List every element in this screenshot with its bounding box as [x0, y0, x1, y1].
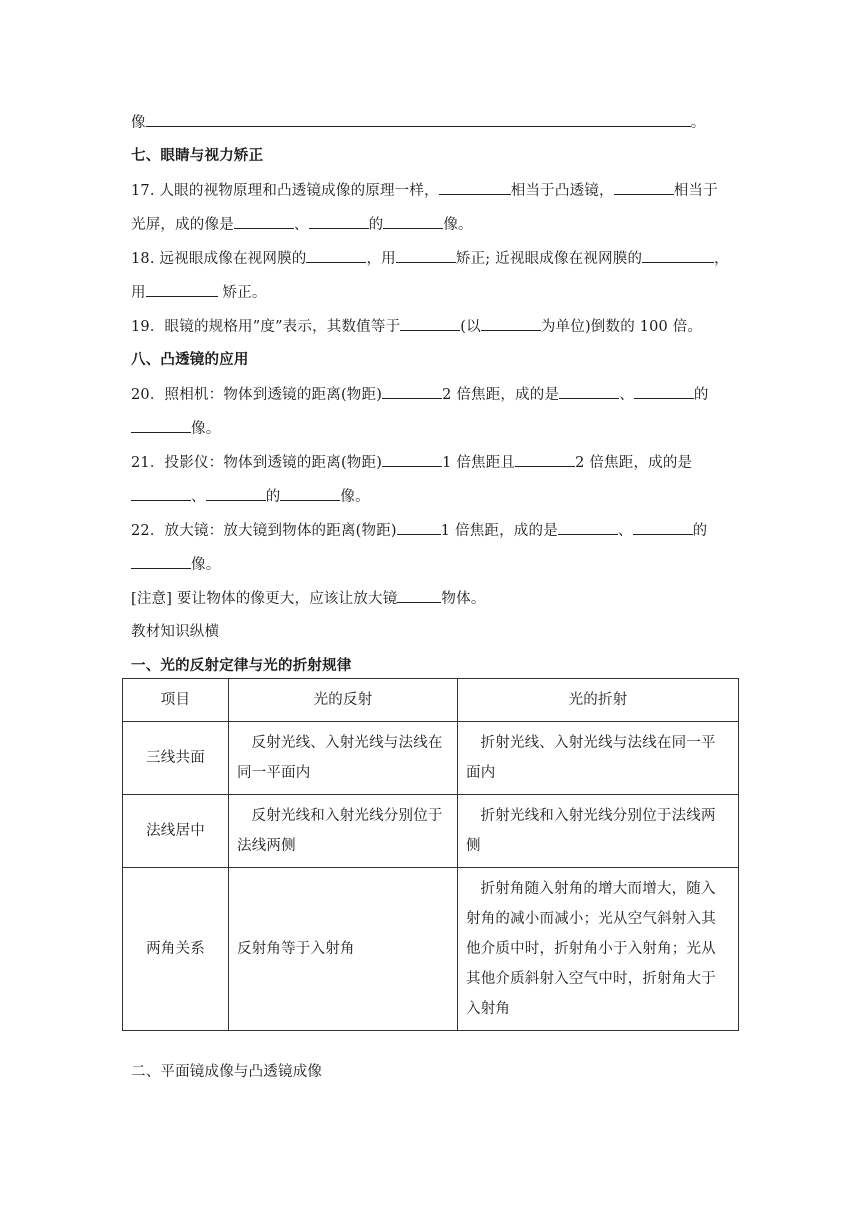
blank — [633, 520, 693, 535]
question-22-line-1 — [131, 520, 731, 541]
blank — [306, 248, 366, 263]
blank — [382, 452, 442, 467]
comparison-table — [122, 678, 739, 1031]
table-row — [123, 722, 739, 795]
blank — [481, 316, 541, 331]
blank — [634, 384, 694, 399]
blank — [309, 214, 369, 229]
text: 18. 远视眼成像在视网膜的 — [131, 251, 307, 267]
blank — [614, 180, 674, 195]
blank — [234, 214, 294, 229]
table-header-row — [123, 679, 739, 722]
blank — [131, 486, 191, 501]
text: 、 — [619, 387, 634, 403]
text: 20．照相机：物体到透镜的距离(物距) — [131, 387, 383, 403]
blank — [558, 520, 618, 535]
blank — [439, 180, 511, 195]
section-heading-7: 七、眼睛与视力矫正 — [131, 147, 264, 164]
text: 。 — [690, 115, 706, 131]
question-18-line-2 — [131, 282, 731, 303]
text: 、 — [617, 523, 633, 539]
question-19 — [131, 316, 731, 337]
text: 光屏，成的像是 — [131, 217, 234, 233]
text: 2 倍焦距，成的是 — [442, 387, 560, 403]
text: 1 倍焦距，成的是 — [440, 523, 558, 539]
text: 2 倍焦距，成的是 — [575, 455, 693, 471]
text: 像。 — [340, 489, 370, 505]
text: ， — [714, 251, 729, 267]
text: 像。 — [443, 217, 473, 233]
question-21-line-2 — [131, 486, 731, 507]
table-cell: 反射角等于入射角 — [229, 868, 458, 1031]
text: 19．眼镜的规格用”度”表示，其数值等于 — [131, 319, 401, 335]
table-cell: 折射光线和入射光线分别位于法线两侧 — [458, 795, 739, 868]
table-row — [123, 868, 739, 1031]
text: 、 — [191, 489, 206, 505]
text: 矫正; 近视眼成像在视网膜的 — [455, 251, 643, 267]
text: ，用 — [366, 251, 396, 267]
table-cell: 反射光线和入射光线分别位于法线两侧 — [229, 795, 458, 868]
blank — [642, 248, 714, 263]
table-header: 光的反射 — [229, 679, 458, 722]
blank — [397, 588, 441, 603]
text: 17. 人眼的视物原理和凸透镜成像的原理一样， — [131, 183, 439, 199]
blank — [397, 520, 441, 535]
blank — [206, 486, 266, 501]
text: 用 — [131, 285, 146, 301]
blank — [382, 384, 442, 399]
blank — [280, 486, 340, 501]
blank — [146, 282, 218, 297]
text: 的 — [693, 387, 709, 403]
table-cell: 折射光线、入射光线与法线在同一平面内 — [458, 722, 739, 795]
text: [注意] 要让物体的像更大，应该让放大镜 — [131, 591, 398, 607]
table-row — [123, 795, 739, 868]
blank — [383, 214, 443, 229]
blank — [515, 452, 575, 467]
section-heading-8: 八、凸透镜的应用 — [131, 351, 249, 368]
text: 的 — [265, 489, 281, 505]
text: 1 倍焦距且 — [442, 455, 516, 471]
question-18-line-1 — [131, 248, 731, 269]
continued-line — [131, 112, 731, 133]
question-20-line-1 — [131, 384, 731, 405]
text: 像。 — [191, 421, 221, 437]
text: 像。 — [191, 557, 221, 573]
text: 、 — [293, 217, 309, 233]
text: 的 — [692, 523, 708, 539]
table-cell: 三线共面 — [123, 722, 229, 795]
question-22-line-2 — [131, 554, 731, 575]
blank — [146, 112, 691, 127]
blank — [396, 248, 456, 263]
table-cell: 反射光线、入射光线与法线在同一平面内 — [229, 722, 458, 795]
text: 矫正。 — [217, 285, 267, 301]
question-17-line-2 — [131, 214, 731, 235]
text: 为单位)倒数的 100 倍。 — [540, 319, 703, 335]
note-line — [131, 588, 731, 609]
table-cell: 法线居中 — [123, 795, 229, 868]
section-heading-1: 一、光的反射定律与光的折射规律 — [131, 657, 352, 674]
text: 相当于凸透镜， — [510, 183, 614, 199]
table-header: 光的折射 — [458, 679, 739, 722]
textbook-heading: 教材知识纵横 — [131, 624, 220, 640]
text: 22．放大镜：放大镜到物体的距离(物距) — [131, 523, 397, 539]
question-20-line-2 — [131, 418, 731, 439]
blank — [559, 384, 619, 399]
blank — [131, 418, 191, 433]
text: 相当于 — [673, 183, 718, 199]
blank — [400, 316, 460, 331]
question-21-line-1 — [131, 452, 731, 473]
text: 的 — [368, 217, 384, 233]
text: 21．投影仪：物体到透镜的距离(物距) — [131, 455, 383, 471]
table-header: 项目 — [123, 679, 229, 722]
text: (以 — [460, 319, 481, 335]
text: 像 — [131, 115, 146, 131]
table-cell: 两角关系 — [123, 868, 229, 1031]
blank — [131, 554, 191, 569]
question-17-line-1 — [131, 180, 731, 201]
section-heading-2: 二、平面镜成像与凸透镜成像 — [131, 1064, 323, 1080]
table-cell: 折射角随入射角的增大而增大，随入射角的减小而减小；光从空气斜射入其他介质中时，折射角小于入射角；光从其他介质斜射入空气中时，折射角大于入射角 — [458, 868, 739, 1031]
text: 物体。 — [441, 591, 486, 607]
